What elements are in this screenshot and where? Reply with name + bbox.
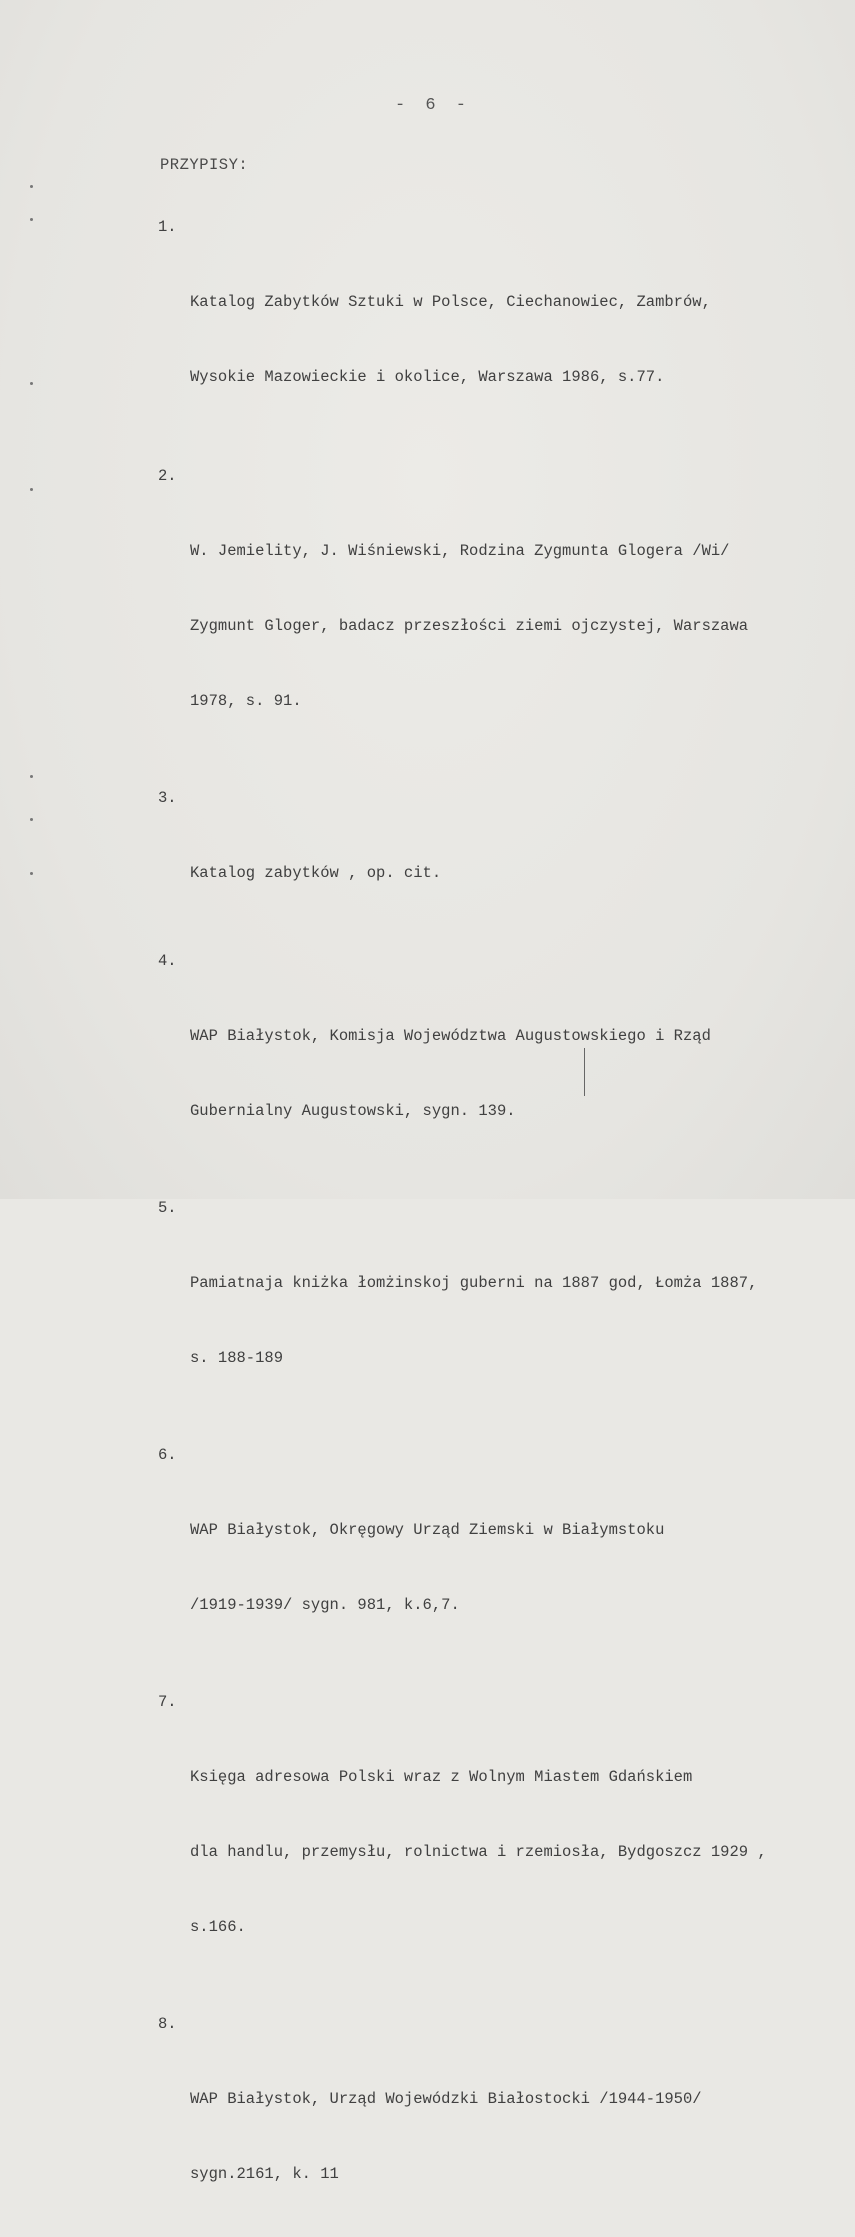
footnote-line: dla handlu, przemysłu, rolnictwa i rzemiosła, Bydgoszcz 1929 ,: [190, 1843, 767, 1861]
footnote-number: 1.: [158, 218, 177, 236]
margin-dot: [30, 382, 33, 385]
page-number: - 6 -: [395, 96, 472, 115]
margin-dot: [30, 818, 33, 821]
footnote-line: Zygmunt Gloger, badacz przeszłości ziemi ojczystej, Warszawa: [190, 617, 749, 635]
footnotes-heading: PRZYPISY:: [160, 156, 249, 174]
margin-dot: [30, 185, 33, 188]
margin-dot: [30, 775, 33, 778]
footnote-line: Wysokie Mazowieckie i okolice, Warszawa 1986, s.77.: [190, 368, 665, 386]
pencil-mark: [584, 1048, 585, 1096]
margin-dot: [30, 488, 33, 491]
footnote-line: WAP Białystok, Urząd Wojewódzki Białostocki /1944-1950/: [190, 2090, 702, 2108]
footnote-number: 8.: [158, 2015, 177, 2033]
footnote-line: WAP Białystok, Okręgowy Urząd Ziemski w Białymstoku: [190, 1521, 665, 1539]
footnote-7: [156, 1690, 836, 1990]
footnote-line: s.166.: [190, 1918, 246, 1936]
footnote-line: Katalog Zabytków Sztuki w Polsce, Ciechanowiec, Zambrów,: [190, 293, 711, 311]
footnote-3: [156, 786, 836, 936]
footnote-number: 6.: [158, 1446, 177, 1464]
footnote-line: Gubernialny Augustowski, sygn. 139.: [190, 1102, 516, 1120]
footnote-line: sygn.2161, k. 11: [190, 2165, 339, 2183]
footnote-line: 1978, s. 91.: [190, 692, 302, 710]
footnote-line: WAP Białystok, Komisja Województwa Augustowskiego i Rząd: [190, 1027, 711, 1045]
footnote-line: Księga adresowa Polski wraz z Wolnym Miastem Gdańskiem: [190, 1768, 693, 1786]
footnote-line: W. Jemielity, J. Wiśniewski, Rodzina Zygmunta Glogera /Wi/: [190, 542, 730, 560]
footnote-8: [156, 2012, 836, 2237]
footnote-number: 2.: [158, 467, 177, 485]
footnote-number: 4.: [158, 952, 177, 970]
footnote-number: 3.: [158, 789, 177, 807]
footnote-line: /1919-1939/ sygn. 981, k.6,7.: [190, 1596, 460, 1614]
footnote-1: [156, 215, 836, 440]
footnote-number: 5.: [158, 1199, 177, 1217]
footnotes-list: [156, 215, 836, 2237]
footnote-2: [156, 464, 836, 764]
footnote-6: [156, 1443, 836, 1668]
footnote-line: s. 188-189: [190, 1349, 284, 1367]
footnote-number: 7.: [158, 1693, 177, 1711]
footnote-4: [156, 949, 836, 1174]
footnote-line: Pamiatnaja kniżka łomżinskoj guberni na 1887 god, Łomża 1887,: [190, 1274, 758, 1292]
footnote-line: Katalog zabytków , op. cit.: [190, 864, 442, 882]
margin-dot: [30, 218, 33, 221]
margin-dot: [30, 872, 33, 875]
footnote-5: [156, 1196, 836, 1421]
